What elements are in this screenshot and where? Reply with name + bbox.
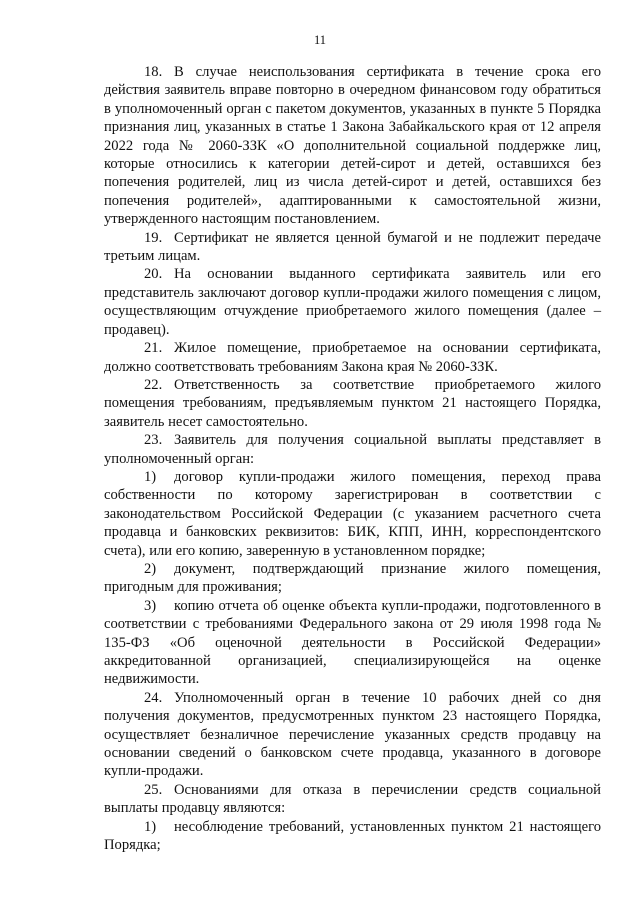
paragraph-18 [104,63,601,229]
subitem-text: договор купли-продажи жилого помещения, переход права собственности по которому зарегистрирован в соответствии с законодательством Российской Федерации (с указанием расчетного счета продавца и банковских реквизитов: БИК, КПП, ИНН, корреспондентского счета), или его копию, заверенную в установленном порядке; [104,468,601,559]
paragraph-number: 24. [144,689,163,706]
paragraph-24 [104,689,601,781]
subitem-23-2 [104,560,601,597]
subitem-number: 1) [144,818,157,835]
paragraph-number: 22. [144,376,163,393]
paragraph-number: 25. [144,781,163,798]
paragraph-19 [104,229,601,266]
subitem-number: 1) [144,468,157,485]
paragraph-20 [104,265,601,339]
paragraph-22 [104,376,601,431]
subitem-number: 3) [144,597,157,614]
paragraph-text: Ответственность за соответствие приобретаемого жилого помещения требованиям, предъявляемым пунктом 21 настоящего Порядка, заявитель несет самостоятельно. [104,376,601,430]
subitem-text: копию отчета об оценке объекта купли-продажи, подготовленного в соответствии с требованиями Федерального закона от 29 июля 1998 года № 135-ФЗ «Об оценочной деятельности в Российской Федерации» аккредитованной организацией, специализирующейся на оценке недвижимости. [104,597,601,688]
paragraph-number: 21. [144,340,163,357]
subitem-text: несоблюдение требований, установленных пунктом 21 настоящего Порядка; [104,818,601,854]
paragraph-25 [104,781,601,818]
paragraph-23 [104,431,601,468]
page-number: 11 [313,33,327,47]
subitem-number: 2) [144,560,157,577]
subitem-23-3 [104,597,601,689]
paragraph-text: Сертификат не является ценной бумагой и не подлежит передаче третьим лицам. [104,229,601,265]
paragraph-number: 23. [144,432,163,449]
paragraph-text: Основаниями для отказа в перечислении средств социальной выплаты продавцу являются: [104,781,601,817]
paragraph-text: На основании выданного сертификата заявитель или его представитель заключают договор купли-продажи жилого помещения с лицом, осуществляющим отчуждение приобретаемого жилого помещения (далее – продавец). [104,266,601,338]
paragraph-text: Заявитель для получения социальной выплаты представляет в уполномоченный орган: [104,432,601,467]
document-body [104,63,601,854]
paragraph-text: В случае неиспользования сертификата в течение срока его действия заявитель вправе повторно в очередном финансовом году обратиться в уполномоченный орган с пакетом документов, указанных в пункте 5 Порядка признания лиц, указанных в статье 1 Закона Забайкальского края от 12 апреля 2022 года № 2060-ЗЗК «О дополнительной социальной поддержке лиц, которые относились к категории детей-сирот и детей, оставшихся без попечения родителей, лиц из числа детей-сирот и детей, оставшихся без попечения родителей», адаптированными к самостоятельной жизни, утвержденного настоящим постановлением. [104,64,601,228]
paragraph-text: Уполномоченный орган в течение 10 рабочих дней со дня получения документов, предусмотренных пунктом 23 настоящего Порядка, осуществляет безналичное перечисление указанных средств продавцу на основании сведений о банковском счете продавца, указанного в договоре купли-продажи. [104,689,601,780]
subitem-23-1 [104,468,601,560]
paragraph-number: 18. [144,64,163,80]
paragraph-number: 20. [144,266,163,283]
paragraph-21 [104,339,601,376]
subitem-text: документ, подтверждающий признание жилого помещения, пригодным для проживания; [104,560,601,596]
paragraph-text: Жилое помещение, приобретаемое на основании сертификата, должно соответствовать требованиям Закона края № 2060-ЗЗК. [104,340,601,375]
paragraph-number: 19. [144,229,163,246]
subitem-25-1 [104,818,601,855]
